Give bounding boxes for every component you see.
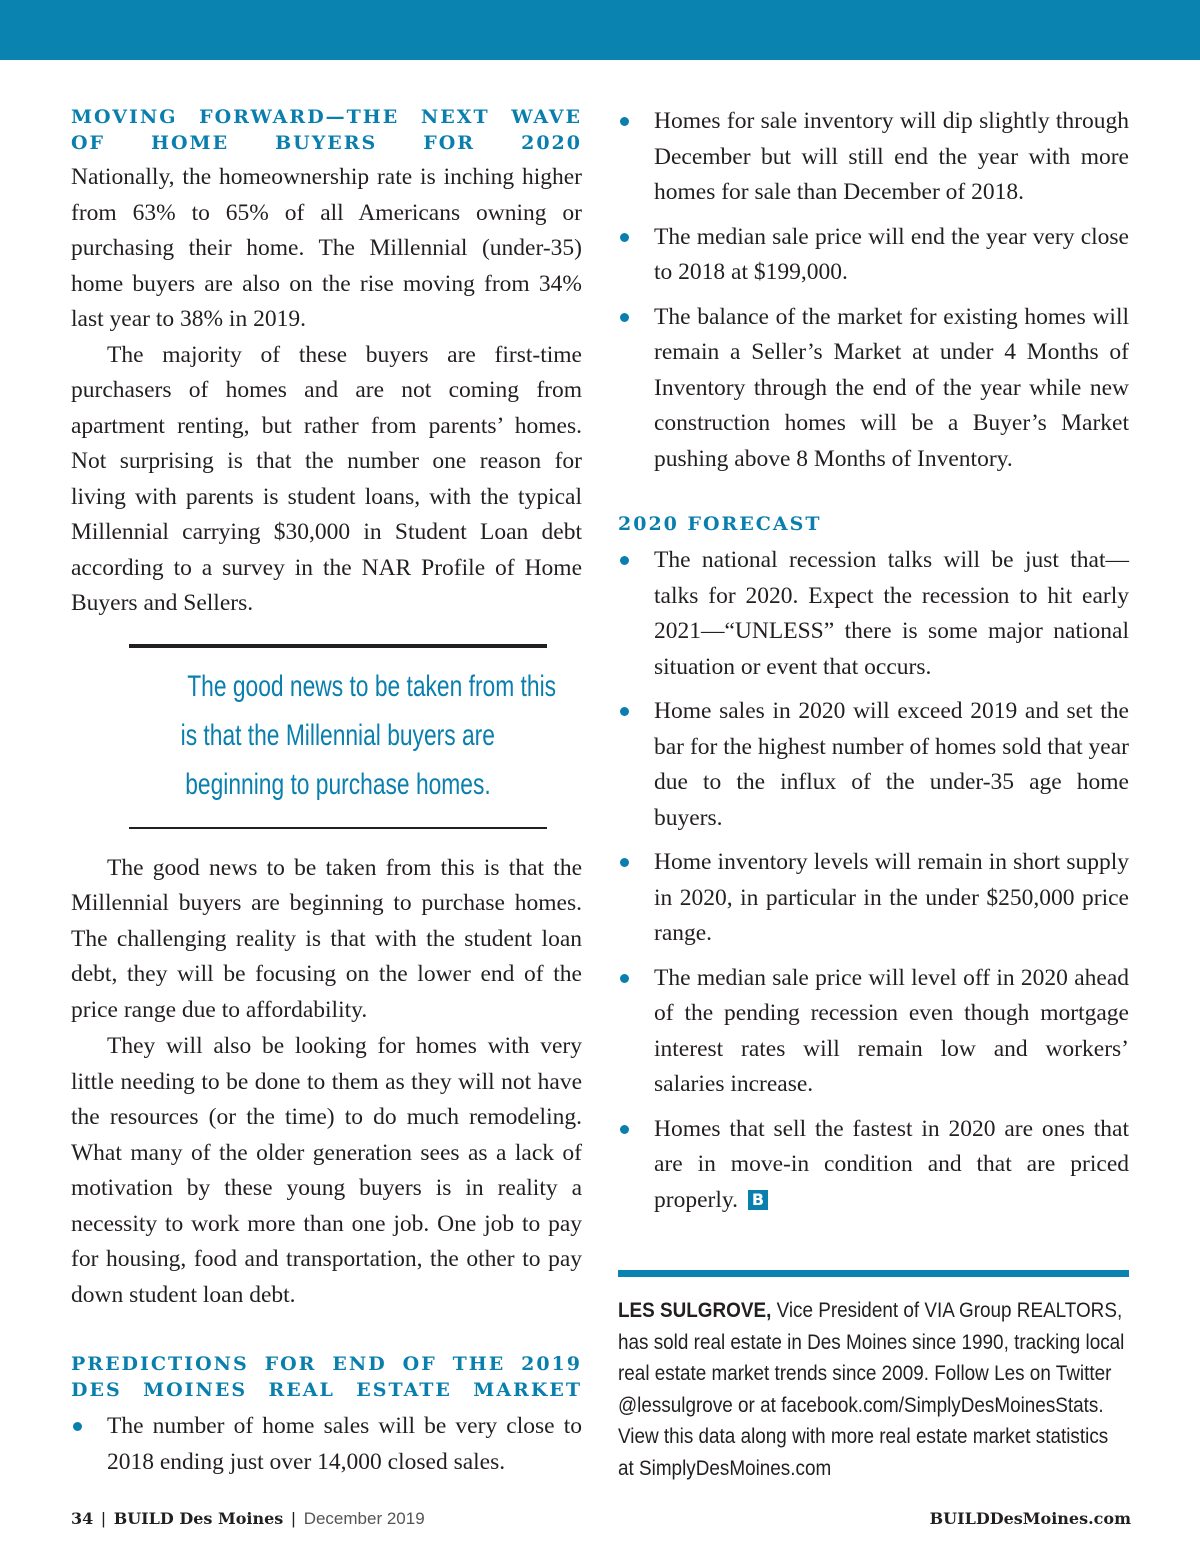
list-item: Home sales in 2020 will exceed 2019 and set the bar for the highest number of homes sold that year due to the influx of the under-35 age home buyers. [618, 694, 1129, 836]
list-item: The balance of the market for existing homes will remain a Seller’s Market at under 4 Months of Inventory through the end of the year while new construction homes will be a Buyer’s Market pushing above 8 Months of Inventory. [618, 300, 1129, 478]
list-item: Home inventory levels will remain in short supply in 2020, in particular in the under $250,000 price range. [618, 845, 1129, 952]
bullet-icon [620, 117, 629, 126]
list-item: The median sale price will end the year very close to 2018 at $199,000. [618, 220, 1129, 291]
predictions-list-continued [618, 104, 1129, 477]
author-name: LES SULGROVE, [618, 1299, 772, 1322]
forecast-list [618, 543, 1129, 1218]
website-link[interactable]: BUILDDesMoines.com [929, 1509, 1131, 1528]
page-footer [71, 1506, 1131, 1532]
section-heading-2020-forecast: 2020 FORECAST [618, 513, 822, 535]
list-item: The national recession talks will be just that—talks for 2020. Expect the recession to hit early 2021—“UNLESS” there is some major national situation or event that occurs. [618, 543, 1129, 685]
magazine-name: BUILD Des Moines [113, 1509, 284, 1528]
list-item: The median sale price will level off in 2020 ahead of the pending recession even though mortgage interest rates will remain low and workers’ salaries increase. [618, 961, 1129, 1103]
list-item: The number of home sales will be very close to 2018 ending just over 14,000 closed sales. [71, 1409, 582, 1480]
list-item: Homes that sell the fastest in 2020 are ones that are in move-in condition and that are priced properly. B [618, 1112, 1129, 1219]
author-bio [618, 1295, 1129, 1484]
footer-separator: | [101, 1509, 106, 1528]
pull-quote-line: beginning to purchase homes. [185, 767, 491, 801]
paragraph-homeownership: Nationally, the homeownership rate is inching higher from 63% to 65% of all Americans owning or purchasing their home. The Millennial (under-35) home buyers are also on the rise moving from 34% last year to 38% in 2019. [71, 164, 582, 332]
top-color-bar [0, 0, 1200, 60]
section-heading-predictions: PREDICTIONS FOR END OF THE 2019 DES MOINES REAL ESTATE MARKET [71, 1353, 582, 1401]
bullet-icon [620, 974, 629, 983]
bullet-icon [620, 1125, 629, 1134]
footer-left [71, 1506, 425, 1532]
end-mark-icon: B [748, 1190, 768, 1210]
bio-divider [618, 1270, 1129, 1277]
bullet-icon [73, 1422, 82, 1431]
page-number: 34 [71, 1509, 94, 1528]
pull-quote-line: is that the Millennial buyers are [180, 718, 496, 752]
pull-quote-line: The good news to be taken from this [187, 669, 557, 703]
paragraph-majority-buyers: The majority of these buyers are first-time purchasers of homes and are not coming from apartment renting, but rather from parents’ homes. Not surprising is that the number one reason for living with parents is student loans, with the typical Millennial carrying $30,000 in Student Loan debt according to a survey in the NAR Profile of Home Buyers and Sellers. [71, 341, 582, 616]
author-bio-text: Vice President of VIA Group REALTORS, has sold real estate in Des Moines since 1990, tracking local real estate market trends since 2009. Follow Les on Twitter @lessulgrove or at facebook.com/SimplyDesMoinesStats. View this data along with more real estate market statistics at SimplyDesMoines.com [618, 1299, 1125, 1480]
bullet-icon [620, 233, 629, 242]
list-item: Homes for sale inventory will dip slightly through December but will still end the year with more homes for sale than December of 2018. [618, 104, 1129, 211]
bullet-icon [620, 858, 629, 867]
section-heading-moving-forward: MOVING FORWARD—THE NEXT WAVE OF HOME BUYERS FOR 2020 [71, 106, 582, 154]
bullet-icon [620, 313, 629, 322]
bullet-icon [620, 707, 629, 716]
issue-date: December 2019 [303, 1509, 425, 1528]
left-column [71, 104, 582, 1489]
pull-quote [129, 644, 557, 829]
paragraph-remodeling: They will also be looking for homes with very little needing to be done to them as they will not have the resources (or the time) to do much remodeling. What many of the older generation sees as a lack of motivation by these young buyers is in reality a necessity to work more than one job. One job to pay for housing, food and transportation, the other to pay down student loan debt. [71, 1033, 582, 1308]
predictions-list [71, 1409, 582, 1480]
right-column [618, 104, 1129, 1484]
bullet-icon [620, 556, 629, 565]
footer-separator: | [291, 1509, 296, 1528]
paragraph-good-news: The good news to be taken from this is that the Millennial buyers are beginning to purchase homes. The challenging reality is that with the student loan debt, they will be focusing on the lower end of the price range due to affordability. [71, 854, 582, 1023]
